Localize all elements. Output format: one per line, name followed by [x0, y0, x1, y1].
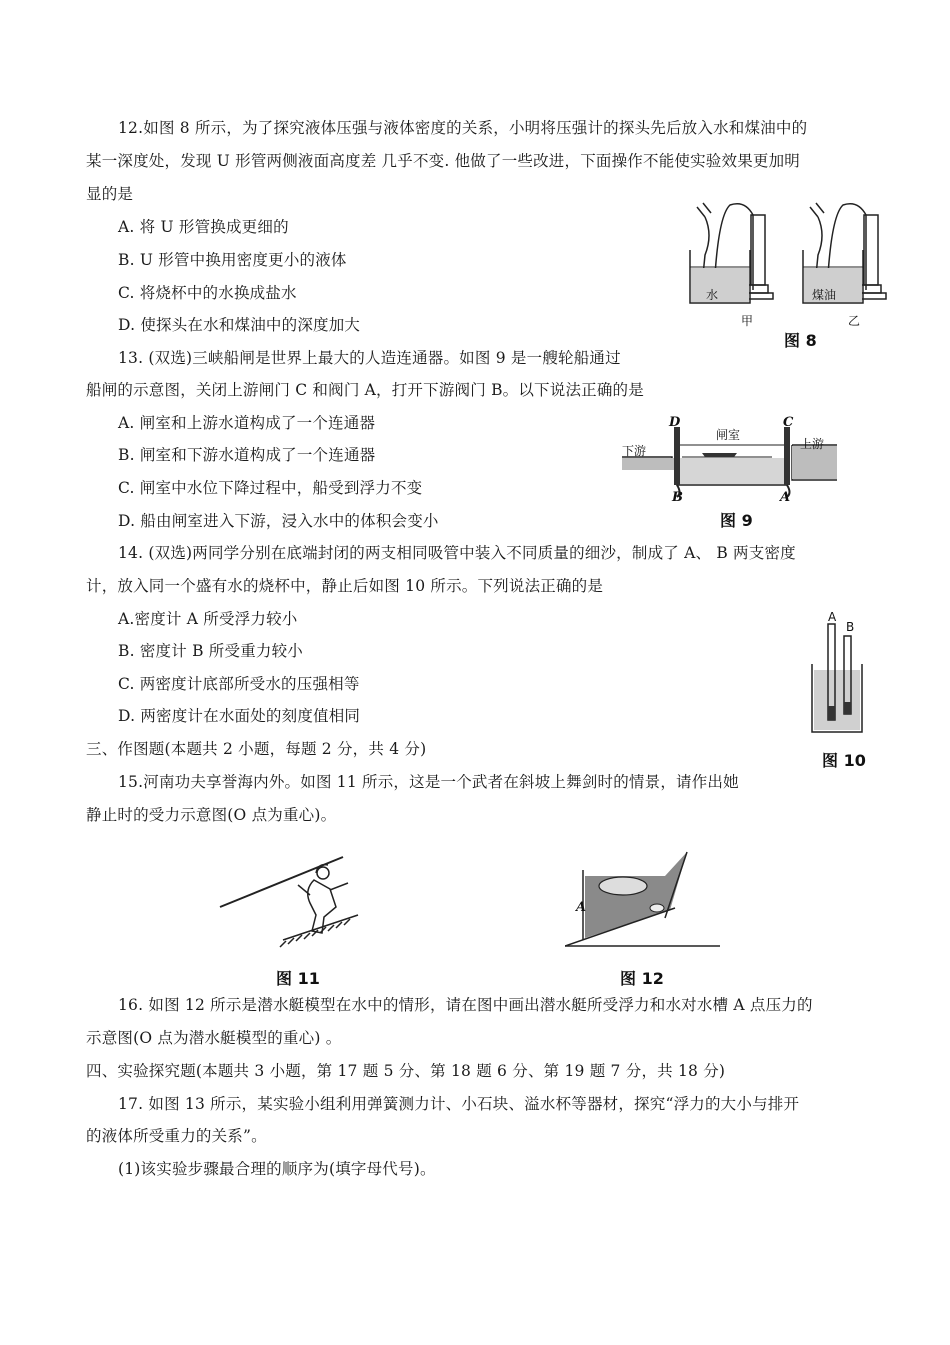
fig9-label-upstream: 上游 [800, 437, 825, 451]
q17-line1: 17. 如图 13 所示，某实验小组利用弹簧测力计、小石块、溢水杯等器材，探究“浮力的大小与排开 [118, 1095, 800, 1113]
q12-line2: 某一深度处，发现 U 形管两侧液面高度差 几乎不变. 他做了一些改进，下面操作不能使实验效果更加明 [86, 152, 801, 170]
q13-option-a: A. 闸室和上游水道构成了一个连通器 [118, 414, 376, 432]
fig8-label-kerosene: 煤油 [812, 288, 837, 302]
q14-option-b: B. 密度计 B 所受重力较小 [118, 642, 303, 660]
fig8-label-jia: 甲 [741, 314, 754, 328]
q12-option-b: B. U 形管中换用密度更小的液体 [118, 251, 347, 269]
fig9-caption: 图 9 [720, 511, 753, 530]
water-fill-jia [691, 268, 749, 302]
q17-sub1: (1)该实验步骤最合理的顺序为(填字母代号)。 [118, 1160, 436, 1178]
fig8-label-yi: 乙 [848, 314, 861, 328]
section-4-heading: 四、实验探究题(本题共 3 小题，第 17 题 5 分、第 18 题 6 分、第 19 题 7 分，共 18 分) [86, 1062, 726, 1080]
fig12-label-a: A [576, 900, 587, 915]
fig9-label-c: C [783, 415, 794, 430]
q13-line1: 13. (双选)三峡船闸是世界上最大的人造连通器。如图 9 是一艘轮船通过 [118, 349, 621, 367]
q15-line1: 15.河南功夫享誉海内外。如图 11 所示，这是一个武者在斜坡上舞剑时的情景，请作出她 [118, 773, 739, 791]
q12-option-a: A. 将 U 形管换成更细的 [118, 218, 289, 236]
q14-line2: 计，放入同一个盛有水的烧杯中，静止后如图 10 所示。下列说法正确的是 [86, 577, 604, 595]
q14-option-c: C. 两密度计底部所受水的压强相等 [118, 675, 360, 693]
sand-a [828, 706, 835, 720]
fig8-caption: 图 8 [784, 331, 817, 350]
q13-option-c: C. 闸室中水位下降过程中，船受到浮力不变 [118, 479, 423, 497]
lock-chamber-water [678, 458, 786, 484]
fig9-label-a: A [780, 490, 791, 505]
fig11-caption: 图 11 [276, 969, 320, 988]
q15-line2: 静止时的受力示意图(O 点为重心)。 [86, 806, 337, 824]
fig10-label-a: A [828, 610, 837, 624]
q12-line3: 显的是 [86, 185, 134, 203]
fig9-label-d: D [669, 415, 681, 430]
tank-water [585, 852, 687, 938]
fig10-caption: 图 10 [822, 751, 866, 770]
q13-option-d: D. 船由闸室进入下游，浸入水中的体积会变小 [118, 512, 439, 530]
q12-option-d: D. 使探头在水和煤油中的深度加大 [118, 316, 361, 334]
q13-option-b: B. 闸室和下游水道构成了一个连通器 [118, 446, 376, 464]
q13-line2: 船闸的示意图，关闭上游闸门 C 和阀门 A，打开下游阀门 B。以下说法正确的是 [86, 381, 644, 399]
submarine [599, 877, 647, 895]
gate-c [784, 427, 790, 485]
q12-line1: 12.如图 8 所示，为了探究液体压强与液体密度的关系，小明将压强计的探头先后放入水和煤油中的 [118, 119, 808, 137]
fig12-caption: 图 12 [620, 969, 664, 988]
q14-line1: 14. (双选)两同学分别在底端封闭的两支相同吸管中装入不同质量的细沙，制成了 A、 B 两支密度 [118, 544, 796, 562]
figure-10 [810, 622, 870, 737]
gate-d [674, 427, 680, 485]
q16-line1: 16. 如图 12 所示是潜水艇模型在水中的情形，请在图中画出潜水艇所受浮力和水对水槽 A 点压力的 [118, 996, 813, 1014]
q14-option-d: D. 两密度计在水面处的刻度值相同 [118, 707, 361, 725]
sand-b [844, 702, 851, 714]
section-3-heading: 三、作图题(本题共 2 小题，每题 2 分，共 4 分) [86, 740, 427, 758]
ship [702, 453, 737, 457]
fig9-label-lock: 闸室 [716, 428, 741, 442]
fig9-label-downstream: 下游 [622, 444, 647, 458]
fig9-label-b: B [672, 490, 683, 505]
q16-line2: 示意图(O 点为潜水艇模型的重心) 。 [86, 1029, 342, 1047]
figure-12 [565, 848, 725, 950]
q14-option-a: A.密度计 A 所受浮力较小 [118, 610, 298, 628]
fig8-label-water: 水 [706, 288, 719, 302]
q17-line2: 的液体所受重力的关系”。 [86, 1127, 267, 1145]
beaker-water [814, 670, 860, 730]
downstream-water [622, 458, 677, 470]
fig10-label-b: B [846, 620, 855, 634]
q12-option-c: C. 将烧杯中的水换成盐水 [118, 284, 297, 302]
figure-11 [218, 845, 368, 950]
